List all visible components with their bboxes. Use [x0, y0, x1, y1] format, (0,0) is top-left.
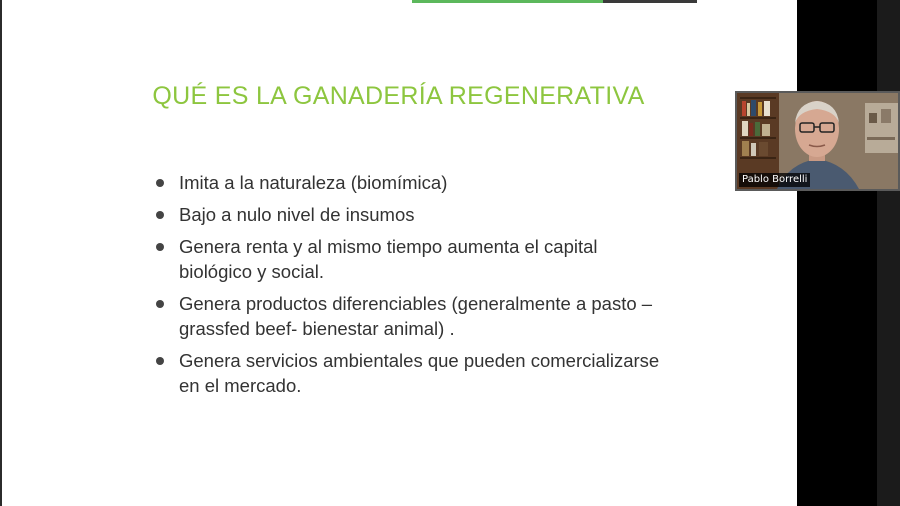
bullet-text: Bajo a nulo nivel de insumos — [179, 204, 415, 225]
slide-title: QUÉ ES LA GANADERÍA REGENERATIVA — [152, 82, 645, 110]
bullet-text: Genera servicios ambientales que pueden comercializarse en el mercado. — [179, 350, 660, 396]
bullet-dot-icon — [156, 179, 164, 187]
bullet-text: Genera renta y al mismo tiempo aumenta el capital biológico y social. — [179, 236, 598, 282]
bullet-list — [155, 170, 675, 405]
bullet-dot-icon — [156, 211, 164, 219]
slide-left-edge — [0, 0, 2, 506]
slide-progress-bar — [412, 0, 697, 3]
bullet-item-4 — [155, 291, 675, 341]
bullet-dot-icon — [156, 243, 164, 251]
bullet-item-1 — [155, 170, 675, 195]
bullet-item-2 — [155, 202, 675, 227]
bullet-dot-icon — [156, 357, 164, 365]
meeting-side-strip — [877, 0, 900, 506]
bullet-dot-icon — [156, 300, 164, 308]
participant-name-label: Pablo Borrelli — [739, 173, 810, 187]
bullet-text: Genera productos diferenciables (generalmente a pasto – grassfed beef- bienestar animal) . — [179, 293, 653, 339]
bullet-item-3 — [155, 234, 675, 284]
slide-progress-fill — [412, 0, 603, 3]
bullet-item-5 — [155, 348, 675, 398]
bullet-text: Imita a la naturaleza (biomímica) — [179, 172, 448, 193]
participant-video-tile[interactable] — [735, 91, 900, 191]
